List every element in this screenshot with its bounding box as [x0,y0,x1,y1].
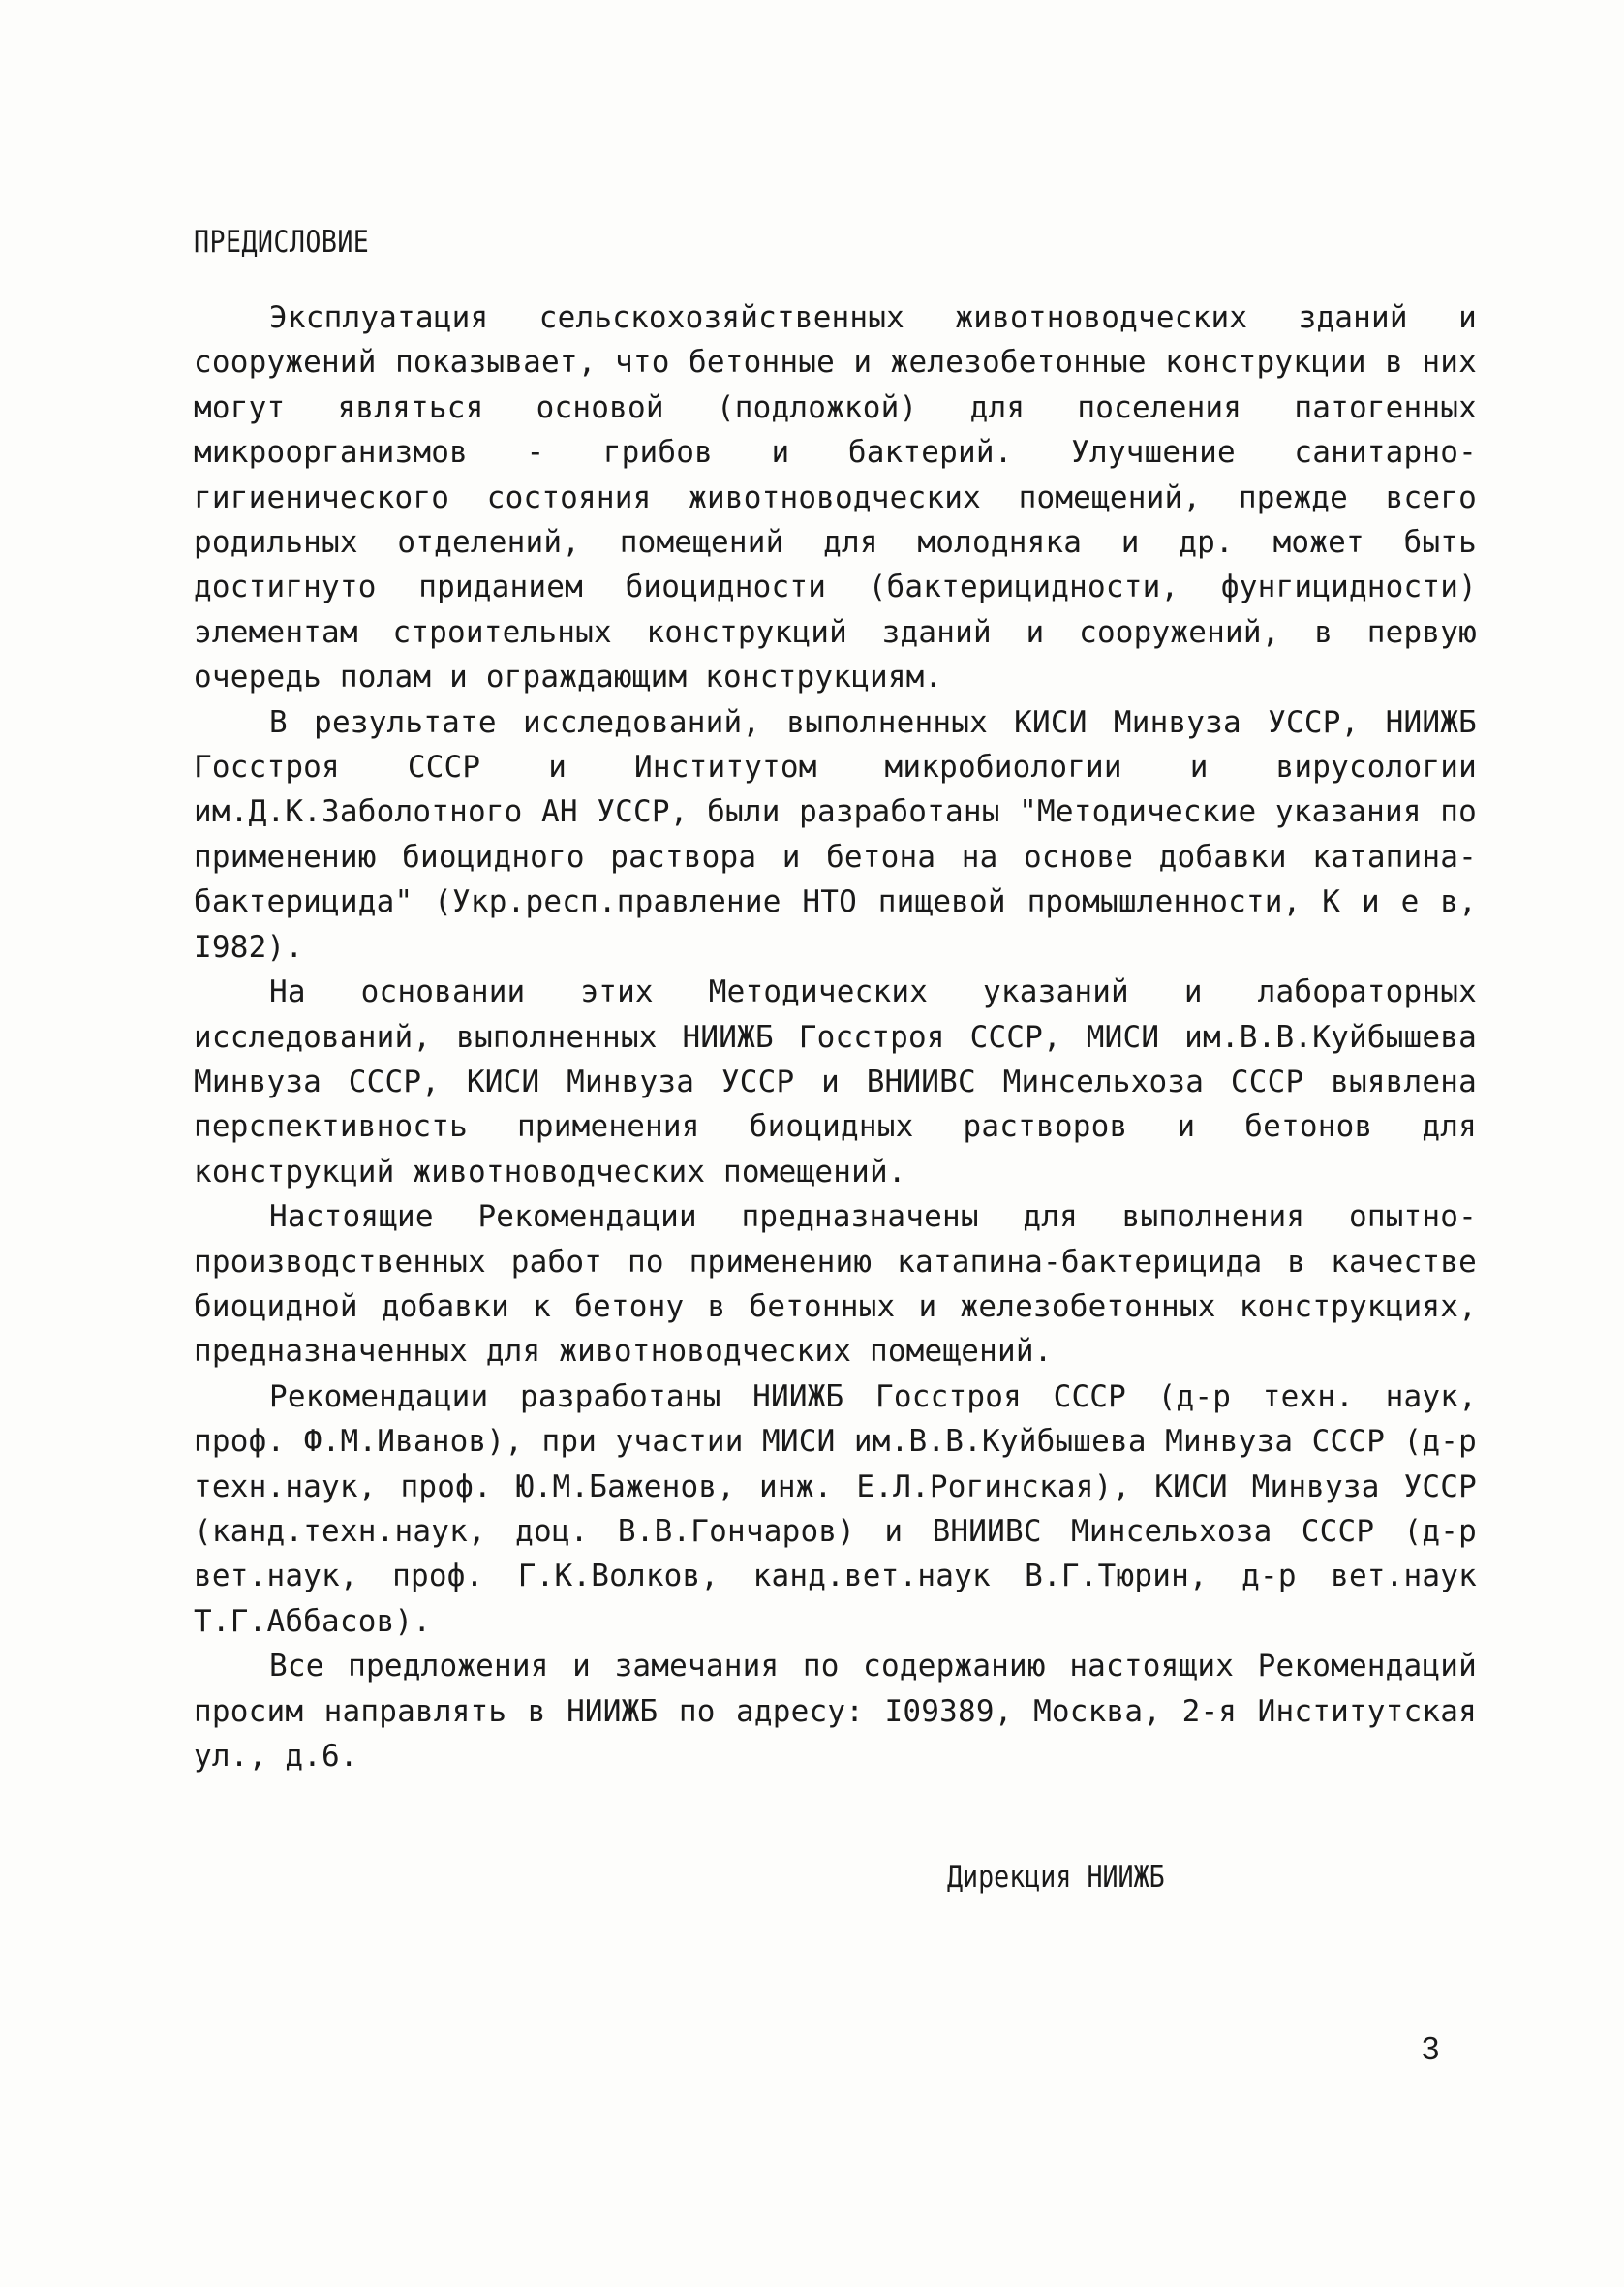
paragraph-research: В результате исследований, выполненных КИСИ Минвуза УССР, НИИЖБ Госстроя СССР и Институтом микробиологии и вирусологии им.Д.К.Заболотного АН УССР, были разработаны "Методические указания по применению биоцидного раствора и бетона на основе добавки катапина-бактерицида" (Укр.респ.правление НТО пищевой промышленности, К и е в, I982). [194,704,1477,965]
page-number: 3 [1422,2030,1440,2066]
paragraph-intro: Эксплуатация сельскохозяйственных животноводческих зданий и сооружений показывает, что бетонные и железобетонные конструкции в них могут являться основой (подложкой) для поселения патогенных микроорганизмов - грибов и бактерий. Улучшение санитарно-гигиенического состояния животноводческих помещений, прежде всего родильных отделений, помещений для молодняка и др. может быть достигнуто приданием биоцидности (бактерицидности, фунгицидности) элементам строительных конструкций зданий и сооружений, в первую очередь полам и ограждающим конструкциям. [194,300,1477,695]
paragraph-contact: Все предложения и замечания по содержанию настоящих Рекомендаций просим направлять в НИИЖБ по адресу: I09389, Москва, 2-я Институтская ул., д.6. [194,1649,1477,1774]
paragraph-purpose: Настоящие Рекомендации предназначены для выполнения опытно-производственных работ по применению катапина-бактерицида в качестве биоцидной добавки к бетону в бетонных и железобетонных конструкциях, предназначенных для животноводческих помещений. [194,1199,1477,1370]
paragraph-basis: На основании этих Методических указаний и лабораторных исследований, выполненных НИИЖБ Госстроя СССР, МИСИ им.В.В.Куйбышева Минвуза СССР, КИСИ Минвуза УССР и ВНИИВС Минсельхоза СССР выявлена перспективность применения биоцидных растворов и бетонов для конструкций животноводческих помещений. [194,974,1477,1190]
body-text [194,295,1477,1778]
signature: Дирекция НИИЖБ [947,1860,1165,1895]
paragraph-authors: Рекомендации разработаны НИИЖБ Госстроя СССР (д-р техн. наук, проф. Ф.М.Иванов), при участии МИСИ им.В.В.Куйбышева Минвуза СССР (д-р техн.наук, проф. Ю.М.Баженов, инж. Е.Л.Рогинская), КИСИ Минвуза УССР (канд.техн.наук, доц. В.В.Гончаров) и ВНИИВС Минсельхоза СССР (д-р вет.наук, проф. Г.К.Волков, канд.вет.наук В.Г.Тюрин, д-р вет.наук Т.Г.Аббасов). [194,1378,1477,1639]
page-title: ПРЕДИСЛОВИЕ [194,225,370,260]
